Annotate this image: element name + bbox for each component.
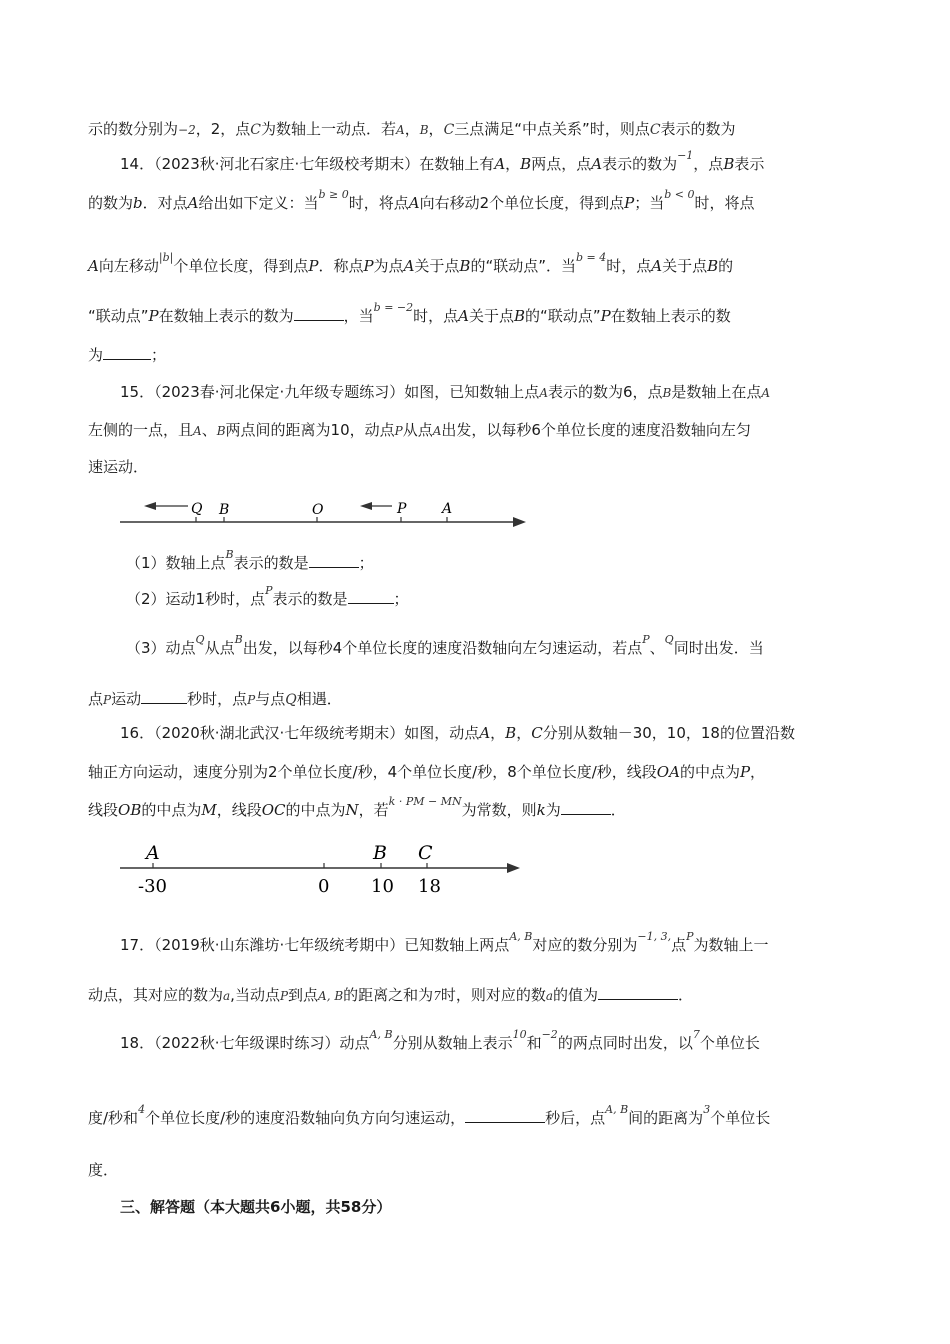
q16-line-2: 轴正方向运动，速度分别为2个单位长度/秒，4个单位长度/秒，8个单位长度/秒，线段OA的中点为P， [88,763,766,781]
tick-label-a: -30 [138,876,167,897]
q15-sub-1: （1）数轴上点$^B$表示的数是 ； [126,548,374,572]
answer-blank[interactable] [598,985,678,1000]
tick-label-0: 0 [318,876,330,897]
answer-blank[interactable] [465,1108,545,1123]
label-q: Q [191,501,203,517]
axis-arrow-icon [507,863,520,873]
q14-line-5: 为 ； [88,346,167,364]
label-b: B [373,842,387,864]
p-arrowhead-icon [360,502,372,510]
q-arrowhead-icon [144,502,156,510]
axis-arrow-icon [513,517,526,527]
q16-line-1: 16．（2020秋·湖北武汉·七年级统考期末）如图，动点A，B，C分别从数轴－30，10，18的位置沿数 [120,724,795,742]
q17-line-2: 动点，其对应的数为a,当动点P到点A, B的距离之和为7时，则对应的数a的值为 ． [88,986,694,1004]
q15-number-line-figure [112,494,537,534]
q15-sub-3-cont: 点P运动 秒时，点P与点Q相遇． [88,690,342,708]
q14-line-4: “联动点”P在数轴上表示的数为 ，当$^{b = -2}$时，点A关于点B的“联动点”P在数轴上表示的数 [88,301,731,325]
q14-line-2: 的数为b．对点A给出如下定义：当$^{b \ge 0}$时，将点A向右移动2个单位长度，得到点P；当$^{b < 0}$时，将点 [88,188,755,212]
label-p: P [397,501,407,517]
q16-number-line-figure [112,838,532,898]
label-a: A [442,501,453,517]
q18-line-3: 度． [88,1161,119,1179]
answer-blank[interactable] [141,689,187,704]
prev-question-line: 示的数分别为−2，2，点C为数轴上一动点．若A，B，C三点满足“中点关系”时，则点C表示的数为 [88,120,736,138]
label-b: B [219,502,230,518]
answer-blank[interactable] [309,553,359,568]
answer-blank[interactable] [103,345,151,360]
q14-line-3: A向左移动$^{|b|}$个单位长度，得到点P．称点P为点A关于点B的“联动点”．当$^{b = 4}$时，点A关于点B的 [88,251,734,275]
answer-blank[interactable] [294,306,344,321]
q18-line-2: 度/秒和$^4$个单位长度/秒的速度沿数轴向负方向匀速运动， 秒后，点$^{A, B}$间的距离为$^3$个单位长 [88,1103,771,1127]
label-c: C [418,842,433,864]
q15-line-3: 速运动． [88,458,149,476]
answer-blank[interactable] [561,800,611,815]
q15-line-1: 15．（2023春·河北保定·九年级专题练习）如图，已知数轴上点A表示的数为6，点B是数轴上在点A [120,383,771,401]
answer-blank[interactable] [348,589,394,604]
q17-line-1: 17．（2019秋·山东潍坊·七年级统考期中）已知数轴上两点$^{A, B}$对应的数分别为$^{-1, 3,}$点$^P$为数轴上一 [120,930,769,954]
section-heading: 三、解答题（本大题共6小题，共58分） [120,1198,392,1216]
tick-label-b: 10 [371,876,394,897]
q16-line-3: 线段OB的中点为M，线段OC的中点为N，若$^{k \cdot PM - MN}$为常数，则k为 ． [88,795,626,819]
label-o: O [312,502,324,518]
tick-label-c: 18 [418,876,441,897]
q14-line-1: 14．（2023秋·河北石家庄·七年级校考期末）在数轴上有A，B两点，点A表示的数为$^{-1}$，点B表示 [120,149,765,173]
q18-line-1: 18．（2022秋·七年级课时练习）动点$^{A, B}$分别从数轴上表示$^{10}$和$^{-2}$的两点同时出发，以$^7$个单位长 [120,1028,760,1052]
label-a: A [146,842,160,864]
q15-sub-2: （2）运动1秒时，点$^P$表示的数是 ； [126,584,409,608]
q15-line-2: 左侧的一点，且A、B两点间的距离为10，动点P从点A出发，以每秒6个单位长度的速度沿数轴向左匀 [88,421,751,439]
q15-sub-3: （3）动点$^Q$从点$^B$出发，以每秒4个单位长度的速度沿数轴向左匀速运动，若点$^P$、$^Q$同时出发．当 [126,633,764,657]
